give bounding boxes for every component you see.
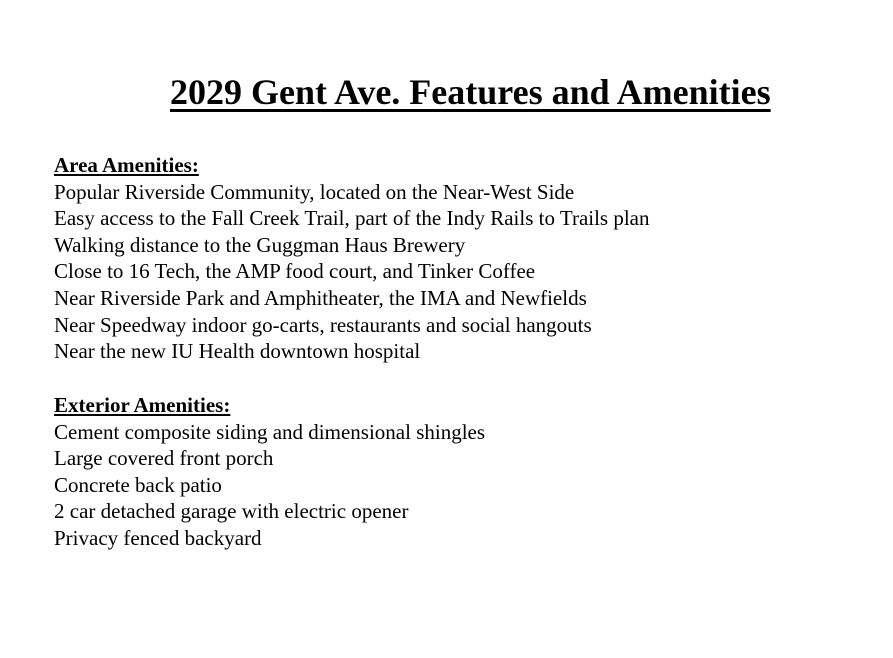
list-item: Near the new IU Health downtown hospital [54, 339, 421, 364]
list-item: Walking distance to the Guggman Haus Brewery [54, 232, 466, 257]
exterior-amenities-heading: Exterior Amenities: [54, 393, 231, 417]
list-item: Easy access to the Fall Creek Trail, part of the Indy Rails to Trails plan [54, 206, 650, 231]
area-amenities-section [54, 152, 650, 365]
exterior-amenities-section [54, 392, 485, 552]
list-item: Concrete back patio [54, 472, 222, 497]
list-item: Near Speedway indoor go-carts, restaurants and social hangouts [54, 312, 592, 337]
list-item: Cement composite siding and dimensional shingles [54, 419, 486, 444]
exterior-amenities-list [54, 419, 485, 552]
area-amenities-heading: Area Amenities: [54, 153, 199, 177]
list-item: Large covered front porch [54, 446, 274, 471]
area-amenities-list [54, 179, 650, 365]
list-item: Near Riverside Park and Amphitheater, the IMA and Newfields [54, 285, 587, 310]
list-item: Close to 16 Tech, the AMP food court, and Tinker Coffee [54, 259, 536, 284]
list-item: Popular Riverside Community, located on the Near-West Side [54, 179, 575, 204]
document-title: 2029 Gent Ave. Features and Amenities [170, 72, 771, 112]
list-item: Privacy fenced backyard [54, 525, 262, 550]
list-item: 2 car detached garage with electric opener [54, 499, 409, 524]
